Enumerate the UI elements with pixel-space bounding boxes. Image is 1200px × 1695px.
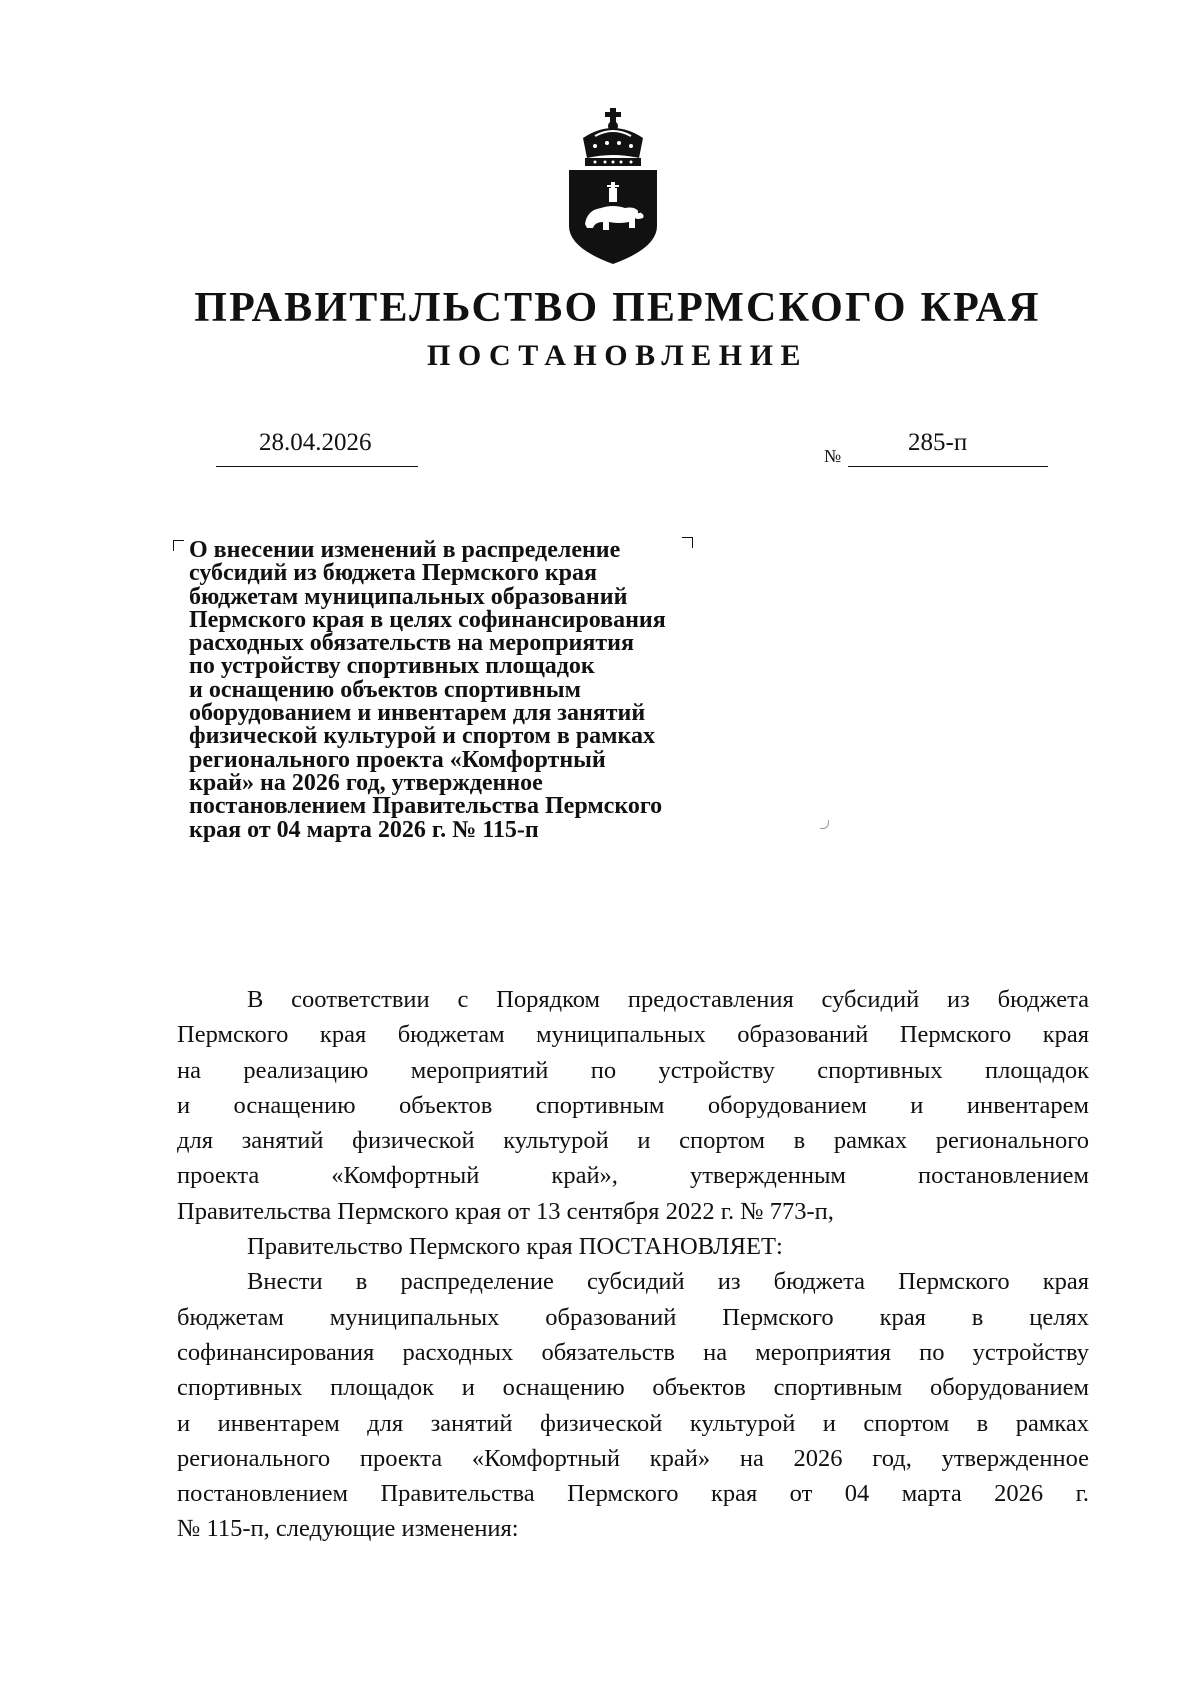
body-line: постановлением Правительства Пермского края от 04 марта 2026 г.	[177, 1480, 1089, 1508]
body-line: Правительства Пермского края от 13 сентября 2022 г. № 773-п,	[177, 1197, 834, 1225]
body-line: для занятий физической культурой и спортом в рамках регионального	[177, 1127, 1089, 1155]
government-title: ПРАВИТЕЛЬСТВО ПЕРМСКОГО КРАЯ	[194, 285, 1041, 331]
body-line: регионального проекта «Комфортный край» на 2026 год, утвержденное	[177, 1444, 1089, 1472]
subject-line: по устройству спортивных площадок	[189, 653, 595, 680]
scan-artifact	[820, 820, 829, 829]
body-line: Внести в распределение субсидий из бюджета Пермского края	[247, 1268, 1089, 1296]
subject-line: субсидий из бюджета Пермского края	[189, 560, 597, 587]
subject-line: Пермского края в целях софинансирования	[189, 606, 666, 633]
date-field	[216, 426, 418, 467]
number-field	[848, 426, 1048, 467]
body-line: софинансирования расходных обязательств на мероприятия по устройству	[177, 1338, 1089, 1366]
document-type: ПОСТАНОВЛЕНИЕ	[427, 339, 808, 372]
subject-line: постановлением Правительства Пермского	[189, 793, 663, 820]
subject-line: край» на 2026 год, утвержденное	[189, 769, 543, 796]
body-line: бюджетам муниципальных образований Пермского края в целях	[177, 1303, 1089, 1331]
body-line: Правительство Пермского края ПОСТАНОВЛЯЕТ:	[247, 1233, 783, 1261]
subject-line: расходных обязательств на мероприятия	[189, 630, 634, 657]
body-line: на реализацию мероприятий по устройству спортивных площадок	[177, 1056, 1089, 1084]
document-body	[177, 982, 1089, 1547]
subject-line: оборудованием и инвентарем для занятий	[189, 700, 646, 727]
body-line: № 115-п, следующие изменения:	[177, 1515, 519, 1543]
body-line: и инвентарем для занятий физической культурой и спортом в рамках	[177, 1409, 1089, 1437]
body-line: спортивных площадок и оснащению объектов спортивным оборудованием	[177, 1374, 1089, 1402]
body-line: Пермского края бюджетам муниципальных образований Пермского края	[177, 1021, 1089, 1049]
document-subject	[189, 539, 769, 842]
subject-line: О внесении изменений в распределение	[189, 537, 621, 563]
document-number: 285-п	[908, 429, 968, 456]
subject-line: края от 04 марта 2026 г. № 115-п	[189, 816, 539, 843]
body-line: проекта «Комфортный край», утвержденным постановлением	[177, 1162, 1089, 1190]
body-line: и оснащению объектов спортивным оборудованием и инвентарем	[177, 1091, 1089, 1119]
subject-line: регионального проекта «Комфортный	[189, 746, 606, 773]
document-date: 28.04.2026	[259, 429, 372, 456]
perm-krai-coat-of-arms-icon	[565, 108, 661, 264]
subject-line: физической культурой и спортом в рамках	[189, 723, 655, 750]
number-sign: №	[824, 446, 842, 466]
subject-line: и оснащению объектов спортивным	[189, 676, 581, 703]
subject-bracket-left	[173, 540, 184, 551]
subject-line: бюджетам муниципальных образований	[189, 583, 628, 610]
body-line: В соответствии с Порядком предоставления субсидий из бюджета	[247, 986, 1089, 1013]
